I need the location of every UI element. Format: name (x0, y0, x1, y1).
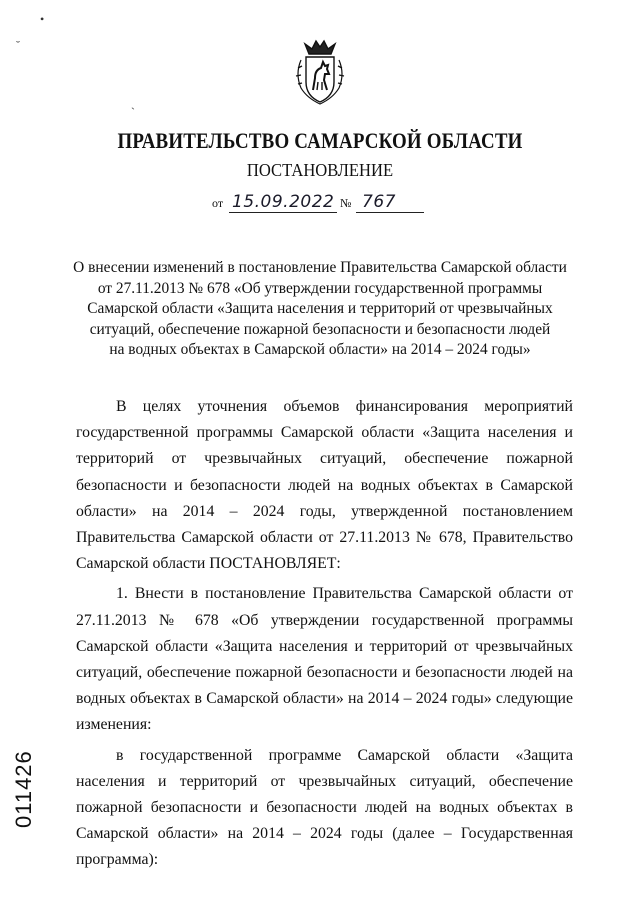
scan-mark: ˎ (131, 96, 135, 110)
subject-line: ситуаций, обеспечение пожарной безопасности и безопасности людей (89, 320, 551, 338)
document-type: ПОСТАНОВЛЕНИЕ (246, 160, 394, 180)
body-paragraph: 1. Внести в постановление Правительства Самарской области от 27.11.2013 № 678 «Об утверждении государственной программы Самарской области «Защита населения и территорий от чрезвычайных ситуаций, обеспечение пожарной безопасности и безопасности людей на водных объектах в Самарской области» на 2014 – 2024 годы» следующие изменения: (76, 585, 573, 734)
registration-number: 011426 (11, 750, 36, 828)
date-prefix: от (212, 196, 224, 210)
scan-mark: ˘ (16, 38, 20, 52)
number-prefix: № (340, 196, 352, 210)
body-paragraph: В целях уточнения объемов финансирования мероприятий государственной программы Самарской области «Защита населения и территорий от чрезвычайных ситуаций, обеспечение пожарной безопасности и безопасности людей на водных объектах в Самарской области» на 2014 – 2024 годы, утвержденной постановлением Правительства Самарской области от 27.11.2013 № 678, Правительство Самарской области ПОСТАНОВЛЯЕТ: (76, 398, 573, 573)
date-underline (229, 212, 337, 213)
scan-mark: • (40, 12, 45, 26)
government-title: ПРАВИТЕЛЬСТВО САМАРСКОЙ ОБЛАСТИ (117, 128, 523, 153)
subject-line: на водных объектах в Самарской области» на 2014 – 2024 годы» (109, 341, 531, 358)
body-paragraph: в государственной программе Самарской области «Защита населения и территорий от чрезвычайных ситуаций, обеспечение пожарной безопасности и безопасности людей на водных объектах в Самарской области» на 2014 – 2024 годы (далее – Государственная программа): (76, 746, 573, 869)
subject-line: О внесении изменений в постановление Правительства Самарской области (73, 259, 567, 276)
samara-coat-of-arms-icon (291, 38, 349, 106)
subject-line: от 27.11.2013 № 678 «Об утверждении государственной программы (97, 279, 543, 297)
date-number-line (212, 189, 442, 215)
number-value: 767 (362, 192, 396, 212)
document-body (76, 394, 573, 874)
date-value: 15.09.2022 (232, 192, 335, 212)
number-underline (356, 212, 424, 213)
subject-heading (70, 258, 570, 361)
subject-line: Самарской области «Защита населения и территорий от чрезвычайных (87, 300, 553, 317)
